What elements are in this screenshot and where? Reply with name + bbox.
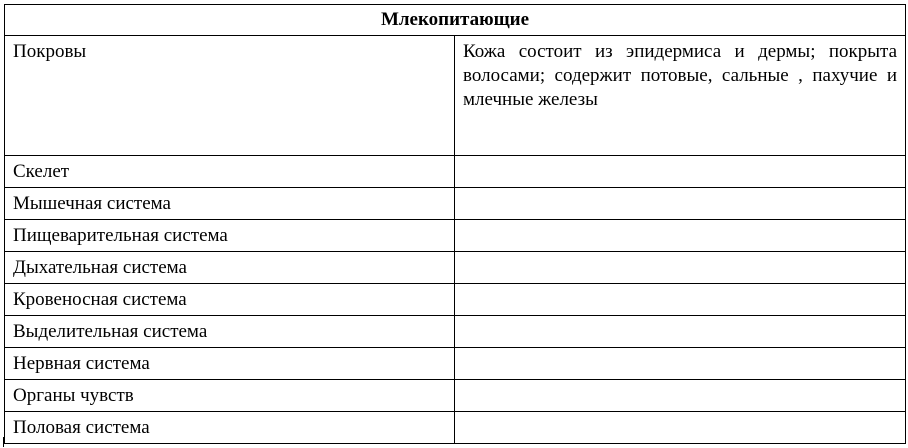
- text-cursor-mark: [3, 437, 4, 447]
- row-value-cell[interactable]: [455, 252, 906, 284]
- row-value-cell[interactable]: [455, 284, 906, 316]
- mammals-table: [4, 4, 906, 444]
- row-label: Половая система: [5, 412, 455, 444]
- table-header-row: [5, 5, 906, 36]
- row-value-cell[interactable]: [455, 380, 906, 412]
- row-label: Нервная система: [5, 348, 455, 380]
- row-label-integument: Покровы: [5, 36, 455, 156]
- table-row: [5, 412, 906, 444]
- row-label: Дыхательная система: [5, 252, 455, 284]
- table-row: [5, 156, 906, 188]
- table-row: [5, 380, 906, 412]
- row-value-cell[interactable]: [455, 412, 906, 444]
- table-row-integument: [5, 36, 906, 156]
- table-title: Млекопитающие: [5, 5, 906, 36]
- row-label: Пищеварительная система: [5, 220, 455, 252]
- row-value-cell[interactable]: [455, 220, 906, 252]
- table-row: [5, 220, 906, 252]
- row-label: Органы чувств: [5, 380, 455, 412]
- row-label: Выделительная система: [5, 316, 455, 348]
- table-row: [5, 188, 906, 220]
- row-value-cell[interactable]: [455, 156, 906, 188]
- table-row: [5, 316, 906, 348]
- row-label: Мышечная система: [5, 188, 455, 220]
- table-row: [5, 284, 906, 316]
- row-value-cell[interactable]: [455, 188, 906, 220]
- row-description-integument: Кожа состоит из эпидермиса и дермы; покрыта волосами; содержит потовые, сальные , пахучие и млечные железы: [455, 36, 906, 156]
- table-row: [5, 348, 906, 380]
- row-value-cell[interactable]: [455, 348, 906, 380]
- row-label: Скелет: [5, 156, 455, 188]
- table-row: [5, 252, 906, 284]
- row-value-cell[interactable]: [455, 316, 906, 348]
- row-label: Кровеносная система: [5, 284, 455, 316]
